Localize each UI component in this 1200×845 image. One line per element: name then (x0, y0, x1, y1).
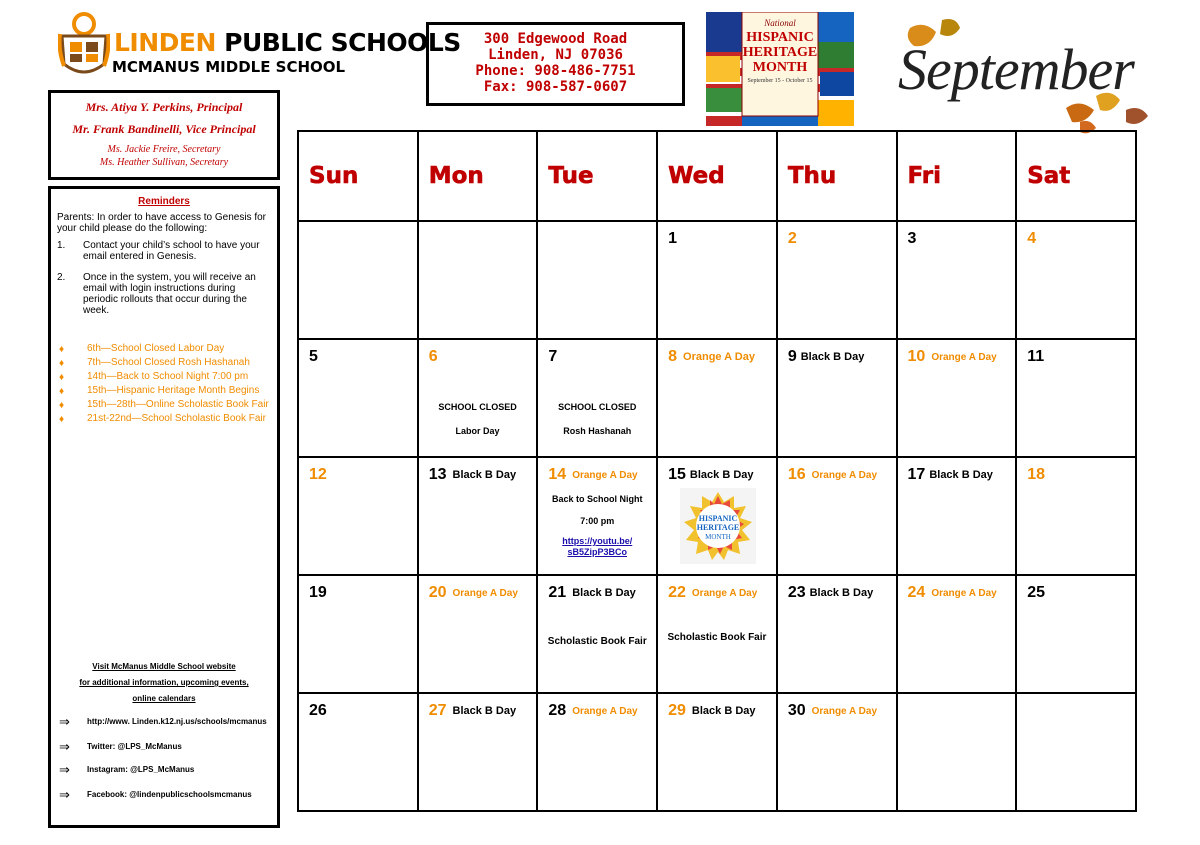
day-type-label: Orange A Day (811, 470, 877, 481)
vice-principal-name: Mr. Frank Bandinelli, Vice Principal (72, 122, 256, 136)
step-number: 2. (57, 272, 66, 283)
week-row (298, 339, 1136, 457)
day-number: 16 Orange A Day (787, 466, 877, 483)
school-district-name (114, 28, 461, 57)
diamond-bullet-icon: ♦ (59, 400, 65, 411)
day-number: 2 (787, 230, 797, 247)
day-number: 17 Black B Day (907, 466, 993, 483)
day-number: 21 Black B Day (548, 584, 636, 601)
weekday-fri: Fri (897, 131, 1017, 221)
day-type-label: Orange A Day (572, 470, 638, 481)
day-note: Back to School Night (552, 494, 643, 504)
day-type-label: Black B Day (809, 587, 874, 599)
banner-national: National (764, 18, 796, 28)
day-number: 27 Black B Day (428, 702, 517, 719)
day-note: Rosh Hashanah (563, 426, 632, 436)
link-facebook[interactable] (59, 787, 252, 803)
day-number: 22 Orange A Day (668, 584, 758, 601)
day-number: 14 Orange A Day (548, 466, 638, 483)
day-number: 4 (1027, 230, 1037, 247)
link-text[interactable]: http://www. Linden.k12.nj.us/schools/mcmanus (87, 717, 267, 727)
day-number: 3 (907, 230, 917, 247)
link-text[interactable]: Instagram: @LPS_McManus (87, 765, 195, 775)
day-number: 18 (1027, 466, 1046, 483)
event-item (51, 356, 277, 370)
week-row (298, 221, 1136, 339)
empty-day-cell (897, 693, 1017, 811)
day-type-label: Orange A Day (572, 706, 638, 717)
day-cell (537, 575, 657, 693)
step-number: 1. (57, 240, 66, 251)
day-cell (657, 457, 777, 575)
weekday-wed: Wed (657, 131, 777, 221)
event-text: 21st-22nd—School Scholastic Book Fair (87, 413, 266, 424)
hispanic-heritage-banner (706, 12, 854, 126)
event-item (51, 384, 277, 398)
day-cell (897, 457, 1017, 575)
event-item (51, 342, 277, 356)
day-type-label: Orange A Day (452, 588, 518, 599)
link-twitter[interactable] (59, 739, 182, 755)
right-arrow-icon: ⇒ (59, 739, 70, 754)
video-link[interactable]: sB5ZipP3BCo (567, 547, 628, 557)
week-row (298, 693, 1136, 811)
day-type-label: Black B Day (452, 705, 517, 717)
reminders-box (48, 186, 280, 828)
day-type-label: Orange A Day (931, 352, 997, 363)
empty-day-cell (1016, 693, 1136, 811)
step-text: Once in the system, you will receive an email with login instructions during periodic rollouts that occur during the week. (83, 272, 256, 316)
day-number: 25 (1027, 584, 1046, 601)
day-cell (418, 693, 538, 811)
day-cell (537, 457, 657, 575)
month-calendar (297, 130, 1137, 812)
diamond-bullet-icon: ♦ (59, 372, 65, 383)
day-number: 6 (428, 348, 438, 365)
reminder-step (51, 272, 277, 316)
day-number: 15 Black B Day (668, 466, 754, 483)
day-cell (418, 339, 538, 457)
address-box (426, 22, 685, 106)
reminders-title: Reminders (138, 196, 190, 207)
school-name-subtitle: MCMANUS MIDDLE SCHOOL (112, 58, 346, 76)
day-cell (777, 575, 897, 693)
badge-line-3: MONTH (705, 533, 731, 541)
event-item (51, 398, 277, 412)
event-text: 7th—School Closed Rosh Hashanah (87, 357, 250, 368)
website-info (51, 659, 277, 707)
badge-line-1: HISPANIC (698, 514, 738, 523)
empty-day-cell (418, 221, 538, 339)
website-line-3: online calendars (132, 694, 196, 703)
day-number: 9 Black B Day (787, 348, 865, 365)
day-cell (298, 457, 418, 575)
day-cell (1016, 457, 1136, 575)
day-type-label: Orange A Day (811, 706, 877, 717)
day-cell (418, 457, 538, 575)
school-name-linden: LINDEN (114, 28, 216, 57)
diamond-bullet-icon: ♦ (59, 414, 65, 425)
reminder-step (51, 240, 277, 262)
day-type-label: Black B Day (691, 705, 756, 717)
day-number: 26 (309, 702, 327, 719)
week-row (298, 575, 1136, 693)
link-text[interactable]: Twitter: @LPS_McManus (87, 742, 182, 752)
day-type-label: Black B Day (689, 469, 754, 481)
weekday-thu: Thu (777, 131, 897, 221)
day-type-label: Black B Day (800, 351, 865, 363)
video-link[interactable]: https://youtu.be/ (562, 536, 633, 546)
day-number: 12 (309, 466, 327, 483)
event-text: 6th—School Closed Labor Day (87, 343, 225, 354)
day-type-label: Orange A Day (691, 588, 758, 599)
day-type-label: Orange A Day (683, 351, 755, 363)
day-number: 10 Orange A Day (907, 348, 997, 365)
day-note: Scholastic Book Fair (667, 632, 767, 643)
school-crest-logo (58, 10, 110, 82)
secretary-1-name: Ms. Jackie Freire, Secretary (107, 144, 221, 155)
diamond-bullet-icon: ♦ (59, 358, 65, 369)
badge-line-2: HERITAGE (696, 523, 740, 532)
day-number: 19 (309, 584, 327, 601)
day-cell (1016, 575, 1136, 693)
hispanic-heritage-badge-icon (680, 488, 756, 564)
day-cell (657, 221, 777, 339)
weekday-mon: Mon (418, 131, 538, 221)
day-note: SCHOOL CLOSED (438, 402, 517, 412)
address-fax: Fax: 908-587-0607 (483, 79, 628, 95)
week-row (298, 457, 1136, 575)
day-note: Labor Day (455, 426, 500, 436)
day-type-label: Black B Day (929, 469, 993, 481)
day-cell (777, 339, 897, 457)
day-number: 29 Black B Day (668, 702, 756, 719)
day-number: 23 Black B Day (787, 584, 874, 601)
secretary-2-name: Ms. Heather Sullivan, Secretary (99, 157, 229, 168)
event-text: 14th—Back to School Night 7:00 pm (87, 371, 249, 382)
day-cell (777, 457, 897, 575)
staff-box (48, 90, 280, 180)
day-number: 30 Orange A Day (787, 702, 877, 719)
step-text: Contact your child’s school to have your email entered in Genesis. (83, 240, 260, 262)
diamond-bullet-icon: ♦ (59, 386, 65, 397)
day-cell (897, 575, 1017, 693)
principal-name: Mrs. Atiya Y. Perkins, Principal (85, 100, 243, 114)
weekday-tue: Tue (537, 131, 657, 221)
right-arrow-icon: ⇒ (59, 714, 70, 729)
day-type-label: Black B Day (572, 587, 636, 599)
day-cell (537, 339, 657, 457)
right-arrow-icon: ⇒ (59, 762, 70, 777)
day-note: Scholastic Book Fair (547, 636, 647, 647)
day-number: 20 Orange A Day (428, 584, 518, 601)
day-number: 11 (1027, 348, 1045, 365)
school-name-public-schools: PUBLIC SCHOOLS (215, 28, 461, 57)
banner-heritage: HERITAGE (742, 45, 818, 60)
month-title: September (898, 37, 1134, 102)
day-cell (418, 575, 538, 693)
website-line-2: for additional information, upcoming events, (79, 678, 249, 687)
day-note: 7:00 pm (580, 516, 615, 526)
day-cell (657, 339, 777, 457)
day-cell (657, 575, 777, 693)
day-cell (777, 221, 897, 339)
event-text: 15th—Hispanic Heritage Month Begins (87, 385, 260, 396)
day-type-label: Orange A Day (931, 588, 997, 599)
day-cell (537, 693, 657, 811)
weekday-header-row (298, 131, 1136, 221)
day-cell (1016, 221, 1136, 339)
event-item (51, 370, 277, 384)
empty-day-cell (537, 221, 657, 339)
day-note: SCHOOL CLOSED (558, 402, 637, 412)
day-cell (657, 693, 777, 811)
website-line-1: Visit McManus Middle School website (92, 662, 236, 671)
day-cell (298, 339, 418, 457)
empty-day-cell (298, 221, 418, 339)
event-item (51, 412, 277, 426)
link-text[interactable]: Facebook: @lindenpublicschoolsmcmanus (87, 790, 252, 800)
day-number: 13 Black B Day (428, 466, 517, 483)
day-type-label: Black B Day (452, 469, 517, 481)
day-cell (298, 575, 418, 693)
banner-month: MONTH (752, 60, 808, 75)
day-cell (897, 339, 1017, 457)
address-street: 300 Edgewood Road (483, 31, 628, 47)
link-instagram[interactable] (59, 762, 194, 778)
link-website[interactable] (59, 714, 267, 730)
address-phone: Phone: 908-486-7751 (475, 63, 636, 79)
day-number: 8 Orange A Day (668, 348, 755, 365)
weekday-sat: Sat (1016, 131, 1136, 221)
right-arrow-icon: ⇒ (59, 787, 70, 802)
day-cell (298, 693, 418, 811)
day-cell (777, 693, 897, 811)
reminders-intro: Parents: In order to have access to Genesis for your child please do the following: (57, 212, 266, 234)
day-number: 5 (309, 348, 318, 365)
banner-dates: September 15 - October 15 (747, 78, 813, 84)
day-number: 28 Orange A Day (548, 702, 638, 719)
diamond-bullet-icon: ♦ (59, 344, 65, 355)
day-cell (897, 221, 1017, 339)
banner-hispanic: HISPANIC (746, 30, 814, 45)
address-city: Linden, NJ 07036 (488, 47, 623, 63)
day-number: 24 Orange A Day (907, 584, 997, 601)
month-title-graphic (890, 18, 1190, 138)
weekday-sun: Sun (298, 131, 418, 221)
day-number: 7 (548, 348, 558, 365)
event-text: 15th—28th—Online Scholastic Book Fair (87, 399, 269, 410)
events-list (51, 342, 277, 426)
day-number: 1 (668, 230, 678, 247)
day-cell (1016, 339, 1136, 457)
